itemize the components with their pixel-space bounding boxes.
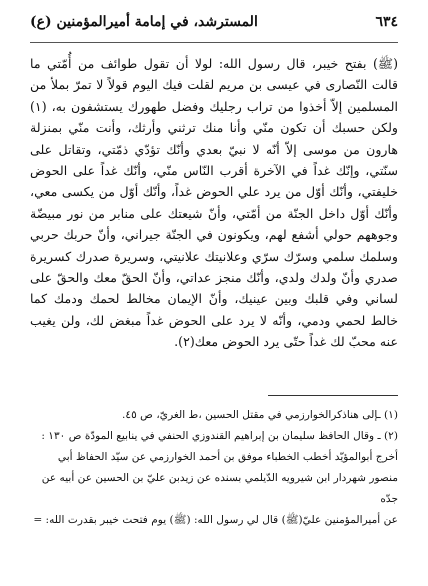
footnote-2-line-2: أخرج أبوالمؤيّد أخطب الخطباء موفق بن أحمد الخوارزمي عن سيّد الحفاظ أبي (57, 451, 398, 463)
footnote-2-line-4: عن أميرالمؤمنين عليّ(ﷺ) قال لي رسول الله: (ﷺ) يوم فتحت خيبر بقدرت الله: = (33, 514, 398, 526)
footnote-2-line-3: منصور شهردار ابن شيرويه الدّيلمي بسنده عن زيدبن عليّ بن الحسين عن أبيه عن جدّه (41, 472, 398, 505)
footnote-2: (٢) ـ وقال الحافظ سليمان بن إبراهيم القندوزي الحنفي في ينابيع المودّة ص ١٣٠ : (41, 430, 398, 442)
main-text (30, 53, 398, 353)
footnote-separator (268, 395, 398, 396)
page-number: ٦٣٤ (375, 14, 398, 30)
running-header (30, 14, 398, 43)
footnotes (30, 405, 398, 531)
footnote-1: (١) ـإلى هناذكرالخوارزمي في مقتل الحسين ،ط الغريّ، ص ٤٥. (122, 409, 398, 421)
running-title: المسترشد، في إمامة أميرالمؤمنين (ع) (30, 14, 258, 30)
body-paragraph: (ﷺ) بفتح خيبر، قال رسول الله: لولا أن تقول طوائف من أُمّتي ما قالت النّصارى في عيسى بن مريم لقلت فيك اليوم قولاً لا تمرّ بملأ من المسلمين إلاّ أخذوا من تراب رجليك وفضل طهورك يستشفون به، (١) ولكن حسبك أن تكون منّي وأنا منك ترثني وأرثك، وأنت منّي بمنزلة هارون من موسى إلاّ أنّه لا نبيّ بعدي وأنّك تؤدّي ذمّتي، وتقاتل على سنّتي، وإنّك غداً في الآخرة أقرب النّاس منّي، وأنّك غداً على الحوض خليفتي، وأنّك أوّل من يرد علي الحوض غداً، وأنّك أوّل من يكسى معي، وأنّك أوّل داخل الجنّة من أمّتي، وأنّ شيعتك على منابر من نور مبيضّة وجوههم حولي أشفع لهم، ويكونون في الجنّة جيراني، وأنّ حربك حربي وسلمك سلمي وسرّك سرّي وعلانيتك علانيتي، وسريرة صدرك كسريرة صدري وأنّ ولدك ولدي، وأنّك منجز عداتي، وأنّ الحقّ معك والحقّ على لساني وفي قلبك وبين عينيك، وأنّ الإيمان مخالط لحمك ودمك كما خالط لحمي ودمي، وأنّه لا يرد على الحوض غداً مبغض لك، ولن يغيب عنه محبّ لك غداً حتّى يرد الحوض معك(٢). (30, 56, 398, 350)
